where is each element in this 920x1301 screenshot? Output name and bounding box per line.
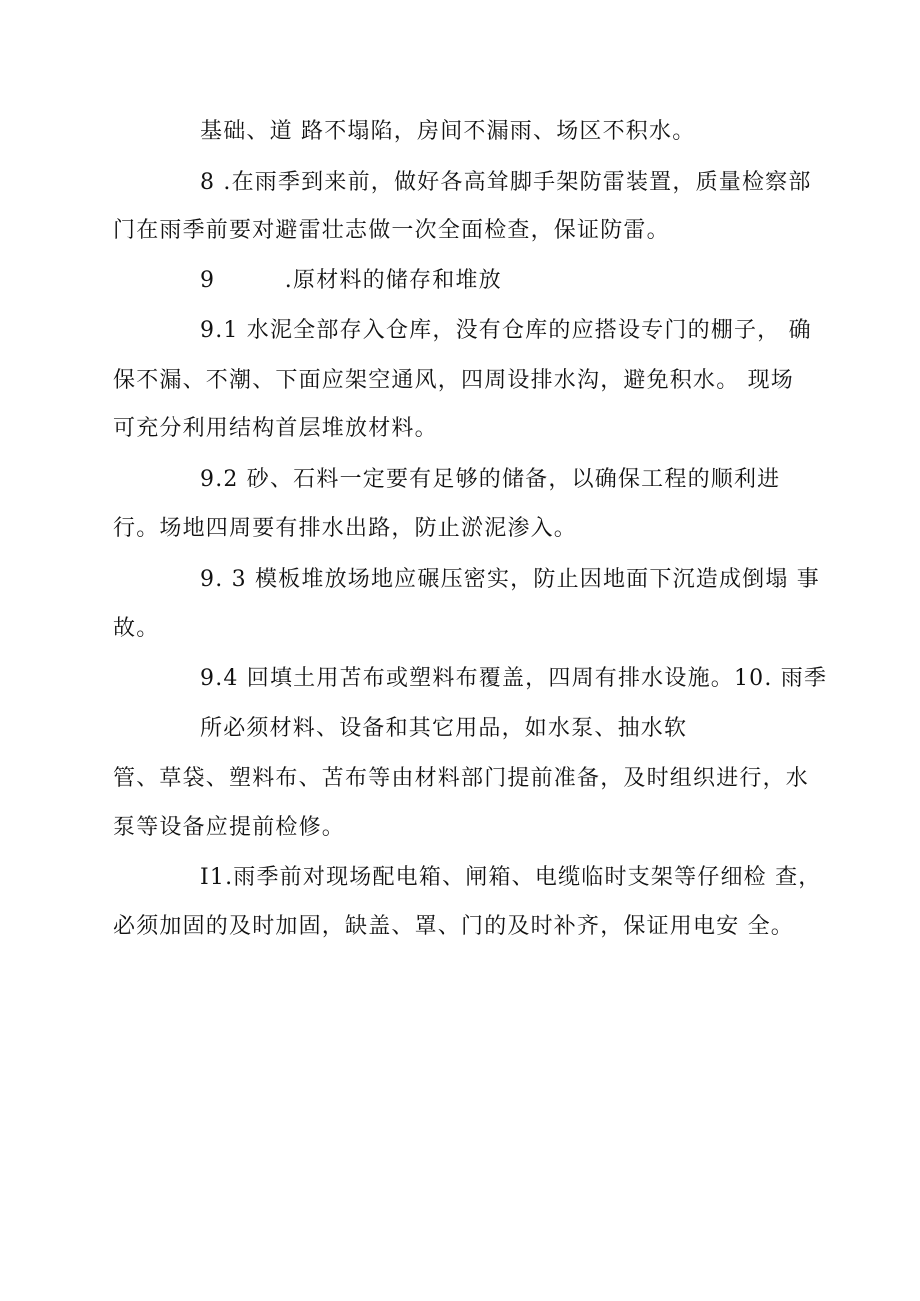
text-line-10: 9. 3 模板堆放场地应碾压密实，防止因地面下沉造成倒塌 事 (200, 567, 820, 592)
text-line-1: 基础、道 路不塌陷，房间不漏雨、场区不积水。 (200, 119, 696, 144)
text-line-16: I1.雨季前对现场配电箱、闸箱、电缆临时支架等仔细检 查， (200, 865, 822, 890)
text-line-12: 9.4 回填土用苫布或塑料布覆盖，四周有排水设施。10. 雨季 (200, 666, 828, 691)
text-line-9: 行。场地四周要有排水出路，防止淤泥渗入。 (113, 516, 578, 541)
text-line-14: 管、草袋、塑料布、苫布等由材料部门提前准备，及时组织进行，水 (113, 766, 810, 791)
text-line-6: 保不漏、不潮、下面应架空通风，四周设排水沟，避免积水。 现场 (113, 368, 794, 393)
text-line-11: 故。 (113, 616, 160, 641)
text-line-17: 必须加固的及时加固，缺盖、罩、门的及时补齐，保证用电安 全。 (113, 914, 794, 939)
section-heading-9: 9 .原材料的储存和堆放 (200, 268, 502, 293)
text-line-15: 泵等设备应提前检修。 (113, 815, 346, 840)
text-line-2: 8 .在雨季到来前，做好各高耸脚手架防雷装置，质量检察部 (200, 170, 812, 195)
text-line-8: 9.2 砂、石料一定要有足够的储备，以确保工程的顺利进 (200, 467, 781, 492)
text-line-7: 可充分利用结构首层堆放材料。 (113, 416, 438, 441)
text-line-5: 9.1 水泥全部存入仓库，没有仓库的应搭设专门的棚子， 确 (200, 318, 812, 343)
text-line-3: 门在雨季前要对避雷壮志做一次全面检查，保证防雷。 (113, 218, 670, 243)
text-line-13: 所必须材料、设备和其它用品，如水泵、抽水软 (200, 716, 688, 741)
